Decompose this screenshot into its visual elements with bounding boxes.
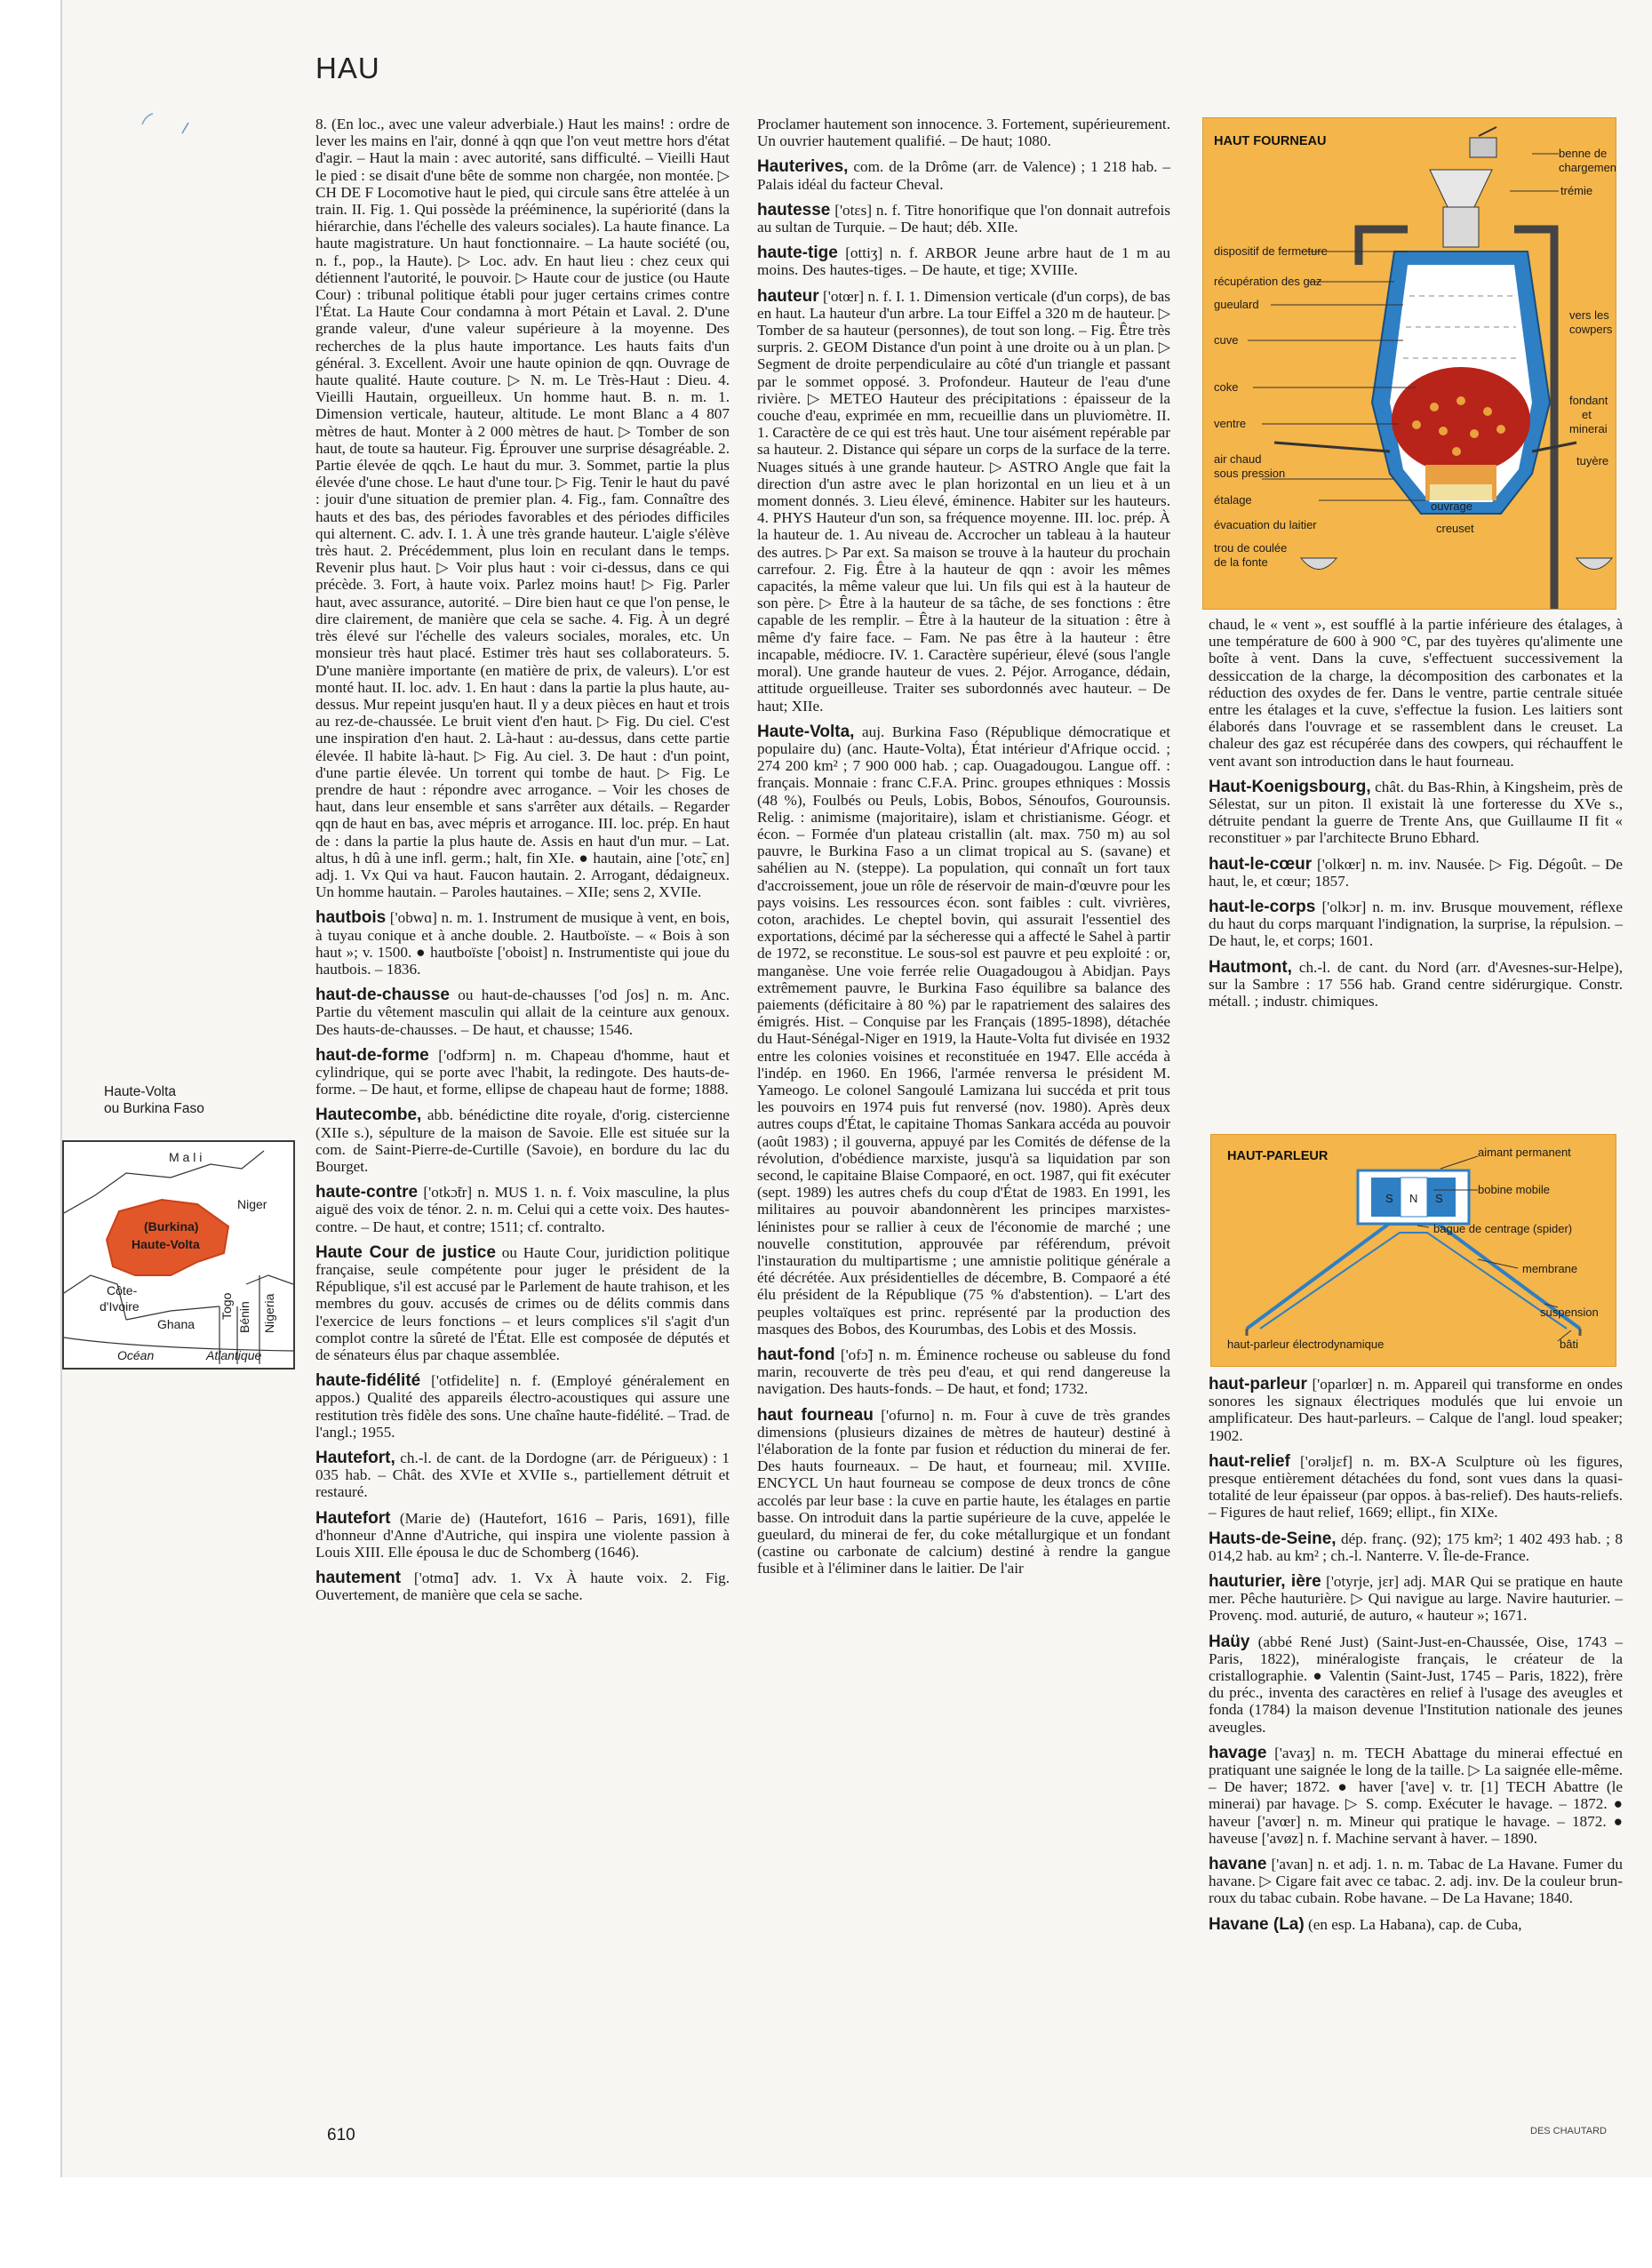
entry-text <box>1209 1916 1623 1933</box>
entry-body: ['avaʒ] n. m. TECH Abattage du minerai effectué en pratiquant une saignée le long de la taille. ▷ La saignée elle-même. – De haver; 1872. ● haver ['ave] v. tr. [1] TECH Abattre (le minerai) par havage. ▷ S. comp. Exécuter le havage. – 1872. ● haveur ['avœr] n. m. Mineur qui pratique le havage. – 1872. ● haveuse ['avøz] n. f. Machine servant à haver. – 1890. <box>1209 1744 1623 1847</box>
pencil-mark <box>133 107 204 160</box>
entry-text <box>315 116 730 900</box>
speaker-label-membrane: membrane <box>1522 1262 1578 1275</box>
entry-body: ['orəljɛf] n. m. BX-A Sculpture où les figures, presque entièrement détachées du fond, sont vues dans la quasi-totalité de leur épaisseur (par oppos. à bas-relief). Des hauts-reliefs. – Figures de haut relief, 1669; ellipt., fin XIXe. <box>1209 1452 1623 1521</box>
entry-body: ['oparlœr] n. m. Appareil qui transforme en ondes sonores les signaux électriques modulés que lui envoie un amplificateur. Des haut-parleurs. – Calque de l'angl. loud speaker; 1902. <box>1209 1376 1623 1444</box>
entry-body: ['ofɔ̃] n. m. Éminence rocheuse ou sableuse du fond marin, recouverte de très peu d'eau, et qui rend dangereuse la navigation. Des hauts-fonds. – De haut, et fond; 1732. <box>757 1346 1170 1398</box>
page-header: HAU <box>315 52 380 84</box>
entry-body: ['otfidelite] n. f. (Employé généralement en appos.) Qualité des appareils électro-acoustiques qui assure une restitution très fidèle des sons. Une chaîne haute-fidélité. – Trad. de l'angl.; 1955. <box>315 1372 730 1441</box>
entry-headword: hautbois <box>315 908 387 928</box>
furnace-label-trou1: trou de coulée <box>1214 541 1288 555</box>
dictionary-entry <box>1209 616 1623 770</box>
dictionary-entry <box>1209 1856 1623 1907</box>
entry-text <box>1209 1573 1623 1625</box>
dictionary-entry <box>1209 1453 1623 1521</box>
entry-headword: Hautefort, <box>315 1449 395 1468</box>
map-label-nigeria: Nigeria <box>262 1293 276 1333</box>
dictionary-entry <box>757 288 1170 715</box>
speaker-label-bobine: bobine mobile <box>1478 1183 1550 1196</box>
bucket-icon <box>1470 138 1496 157</box>
entry-text <box>315 1510 730 1561</box>
entry-text <box>1209 1745 1623 1847</box>
map-label-haute-volta: Haute-Volta <box>132 1237 200 1251</box>
entry-body: Proclamer hautement son innocence. 3. Fortement, supérieurement. Un ouvrier hautement qualifié. – De haut; 1080. <box>757 116 1170 150</box>
entry-body: ['otyrje, jɛr] adj. MAR Qui se pratique en haute mer. Pêche hauturière. ▷ Qui navigue au large. Navire hauturier. – Provenç. mod. auturié, de auturo, « hauteur »; 1671. <box>1209 1573 1623 1625</box>
map-label-mali: M a l i <box>169 1150 203 1164</box>
furnace-label-fondant1: fondant <box>1569 394 1608 407</box>
furnace-label-benne2: chargement <box>1559 161 1616 174</box>
entry-body: com. de la Drôme (arr. de Valence) ; 1 218 hab. – Palais idéal du facteur Cheval. <box>757 158 1170 193</box>
furnace-label-ouvrage: ouvrage <box>1431 499 1472 513</box>
entry-headword: haute-tige <box>757 244 838 263</box>
furnace-title: HAUT FOURNEAU <box>1214 134 1327 148</box>
entry-headword: Haut-Koenigsbourg, <box>1209 777 1371 796</box>
entry-headword: havage <box>1209 1743 1267 1762</box>
entry-text <box>757 723 1170 1338</box>
dictionary-entry <box>315 1510 730 1561</box>
entry-headword: haut-de-forme <box>315 1045 429 1065</box>
dictionary-entry <box>315 1047 730 1098</box>
column-2 <box>757 116 1170 1586</box>
speaker-label-bati: bâti <box>1560 1338 1578 1351</box>
entry-text <box>315 1184 730 1235</box>
dictionary-entry <box>1209 1530 1623 1564</box>
entry-headword: haute-contre <box>315 1183 419 1202</box>
entry-headword: Haute-Volta, <box>757 722 855 741</box>
entry-body: ['odfɔrm] n. m. Chapeau d'homme, haut et cylindrique, qui se porte avec l'habit, la redingote. Des hauts-de-forme. – De haut, et forme, ellipse de chapeau haut de forme; 1888. <box>315 1046 730 1098</box>
entry-body: ['avan] n. et adj. 1. n. m. Tabac de La Havane. Fumer du havane. ▷ Cigare fait avec ce tabac. 2. adj. inv. De la couleur brun-roux du tabac cubain. Robe havane. – De La Havane; 1840. <box>1209 1856 1623 1907</box>
haut-parleur-figure <box>1210 1134 1616 1367</box>
entry-headword: havane <box>1209 1855 1267 1874</box>
dictionary-entry <box>1209 779 1623 847</box>
entry-text <box>315 1244 730 1363</box>
entry-body: chât. du Bas-Rhin, à Kingsheim, près de Sélestat, sur un piton. Il existait là une forteresse du XVe s., détruite pendant la guerre de Trente Ans, que Guillaume II fit « reconstituer » par l'architecte Bruno Ebhard. <box>1209 778 1623 847</box>
furnace-label-laitier: évacuation du laitier <box>1214 518 1317 531</box>
map-caption <box>104 1083 204 1117</box>
column-3-bottom <box>1209 1376 1623 1942</box>
furnace-label-tremie: trémie <box>1560 184 1593 197</box>
entry-body: (Marie de) (Hautefort, 1616 – Paris, 1691), fille d'honneur d'Anne d'Autriche, qui inspira une violente passion à Louis XIII. Elle épousa le duc de Schomberg (1646). <box>315 1509 730 1561</box>
entry-text <box>315 909 730 978</box>
haut-fourneau-figure <box>1202 117 1616 610</box>
speaker-caption: haut-parleur électrodynamique <box>1227 1338 1385 1351</box>
entry-text <box>1209 898 1623 950</box>
map-caption-line1: Haute-Volta <box>104 1084 176 1099</box>
entry-text <box>315 1372 730 1441</box>
entry-headword: Haüy <box>1209 1632 1250 1651</box>
entry-body: ['otɛs] n. f. Titre honorifique que l'on donnait autrefois au sultan de Turquie. – De haut; déb. XIIe. <box>757 201 1170 236</box>
dictionary-entry <box>315 1106 730 1175</box>
pole-s-left: S <box>1385 1192 1393 1205</box>
dictionary-entry <box>315 909 730 978</box>
entry-headword: Havane (La) <box>1209 1914 1305 1934</box>
entry-headword: Hauterives, <box>757 157 849 177</box>
furnace-label-fermeture: dispositif de fermeture <box>1214 244 1328 258</box>
entry-headword: haut fourneau <box>757 1405 874 1425</box>
burkina-map <box>62 1140 295 1370</box>
dictionary-entry <box>757 116 1170 149</box>
entry-text <box>315 1047 730 1098</box>
furnace-label-recuperation: récupération des gaz <box>1214 275 1322 288</box>
furnace-label-fondant3: minerai <box>1569 422 1608 435</box>
furnace-label-benne1: benne de <box>1559 147 1608 160</box>
entry-text <box>1209 779 1623 847</box>
dictionary-entry <box>315 1372 730 1441</box>
entry-headword: Haute Cour de justice <box>315 1242 496 1262</box>
map-label-cote2: d'Ivoire <box>100 1299 140 1314</box>
entry-text <box>1209 1856 1623 1907</box>
furnace-label-air2: sous pression <box>1214 467 1286 480</box>
entry-text <box>757 116 1170 149</box>
entry-body: ch.-l. de cant. du Nord (arr. d'Avesnes-sur-Helpe), sur la Sambre : 17 556 hab. Grand centre sidérurgique. Constr. métall. ; industr. chimiques. <box>1209 958 1623 1010</box>
dictionary-entry <box>315 1449 730 1501</box>
entry-text <box>1209 1453 1623 1521</box>
entry-headword: Hautefort <box>315 1508 391 1528</box>
entry-body: ['otmɑ̃] adv. 1. Vx À haute voix. 2. Fig. Ouvertement, de manière que cela se sache. <box>315 1569 730 1604</box>
entry-body: ch.-l. de cant. de la Dordogne (arr. de Périgueux) : 1 035 hab. – Chât. des XVIe et XVIIe s., partiellement détruit et restauré. <box>315 1449 730 1501</box>
entry-text <box>315 986 730 1038</box>
entry-text <box>1209 1376 1623 1444</box>
column-1 <box>315 116 730 1613</box>
furnace-label-tuyere: tuyère <box>1576 454 1609 467</box>
entry-body: ou Haute Cour, juridiction politique française, seule compétente pour juger le président de la République, s'il est accusé par le Parlement de haute trahison, et les membres du gouv. accusés de crimes ou de délits commis dans l'exercice de leurs fonctions – et leurs complices s'il s'agit d'un complot contre la sûreté de l'État. Elle est composée de députés et de sénateurs élus par chaque assemblée. <box>315 1243 730 1364</box>
entry-body: 8. (En loc., avec une valeur adverbiale.) Haut les mains! : ordre de lever les mains en l'air, donné à qqn que l'on veut mettre hors d'état d'agir. – Haut la main : avec autorité, sans difficulté. – Vieilli Haut le pied : se disait d'une bête de somme non chargée, non montée. ▷ CH DE F Locomotive haut le pied, qui circule sans être attelée à un train. II. Fig. 1. Qui possède la prééminence, la supériorité (dans la hiérarchie, dans l'échelle des valeurs sociales). La haute finance. La haute magistrature. Un haut fonctionnaire. – La haute société (ou, n. f., pop., la Haute). ▷ Loc. adv. En haut lieu : chez ceux qui détiennent l'autorité, le pouvoir. ▷ Haute cour de justice (ou Haute Cour) : tribunal politique établi pour juger certains crimes contre l'État. La Haute Cour condamna à mort Pétain et Laval. 2. D'une grande valeur, d'une valeur supérieure à la moyenne. Des recherches de la plus haute importance. Les hauts faits d'un général. 3. Excellent. Avoir une haute opinion de qqn. Ouvrage de haute qualité. Haute couture. ▷ N. m. Le Très-Haut : Dieu. 4. Vieilli Hautain, orgueilleux. Un homme haut. B. n. m. 1. Dimension verticale, hauteur, altitude. Le mont Blanc a 4 807 mètres de haut. Monter à 2 000 mètres de haut. ▷ Tomber de son haut, de toute sa hauteur. Fig. Éprouver une surprise désagréable. 2. Partie élevée de qqch. Le haut du mur. 3. Sommet, partie la plus élevée d'une chose. Le haut d'une tour. ▷ Fig. Tenir le haut du pavé : jouir d'une situation de premier plan. 4. Fig., fam. Connaître des hauts et des bas, des périodes favorables et des périodes difficiles qui alternent. C. adv. I. 1. À une très grande hauteur. L'aigle s'élève très haut. 2. Précédemment, plus loin en reculant dans le temps. Revenir plus haut. ▷ Voir plus haut : voir ci-dessus, dans ce qui précède. 3. Fort, à haute voix. Parlez moins haut! ▷ Fig. Parler haut, avec assurance, autorité. – Dire bien haut ce que l'on pense, le dire clairement, de manière que cela se sache. 4. Fig. À un degré très élevé sur l'échelle des valeurs sociales, morales, etc. Un monsieur très haut placé. Estimer très haut ses collaborateurs. 5. D'une manière importante (en matière de prix, de valeurs). L'or est monté haut. II. loc. adv. 1. En haut : dans la partie la plus haute, au-dessus. Mur repeint jusqu'en haut. Il y a deux pièces en haut et trois au rez-de-chaussée. Le bruit vient d'en haut. ▷ Fig. Du ciel. C'est une inspiration d'en haut. 2. Là-haut : au-dessus, dans cette partie élevée. Il habite là-haut. ▷ Fig. Au ciel. 3. De haut : d'un point, d'une partie élevée. Un torrent qui tombe de haut. ▷ Fig. Le prendre de haut : répondre avec arrogance. – Voir les choses de haut, dans leur ensemble et sans s'arrêter aux détails. – Regarder qqn de haut en bas, avec mépris et arrogance. III. loc. prép. En haut de : dans la partie la plus haute de. Assis en haut d'un mur. – Lat. altus, h dû à une infl. germ.; halt, fin XIe. ● hautain, aine ['otɛ̃, ɛn] adj. 1. Vx Qui va haut. Faucon hautain. 2. Arrogant, dédaigneux. Un homme hautain. – Paroles hautaines. – XIIe; sens 2, XVIIe. <box>315 116 730 901</box>
dictionary-entry <box>315 986 730 1038</box>
dictionary-entry <box>757 158 1170 192</box>
map-label-togo: Togo <box>219 1292 234 1320</box>
entry-text <box>315 1569 730 1603</box>
entry-body: (en esp. La Habana), cap. de Cuba, <box>1304 1915 1522 1933</box>
dictionary-entry <box>1209 1745 1623 1847</box>
entry-text <box>1209 1530 1623 1564</box>
dictionary-entry <box>757 1346 1170 1398</box>
entry-headword: Hautmont, <box>1209 957 1292 977</box>
dictionary-entry <box>757 1407 1170 1577</box>
furnace-label-coke: coke <box>1214 380 1239 394</box>
entry-body: ['otkɔ̃tr] n. MUS 1. n. f. Voix masculine, la plus aiguë des voix de ténor. 2. n. m. Celui qui a cette voix. Des hautes-contre. – De haut, et contre; 1511; cf. contralto. <box>315 1184 730 1235</box>
map-label-cote1: Côte- <box>107 1283 138 1298</box>
map-caption-line2: ou Burkina Faso <box>104 1101 204 1116</box>
entry-body: ['olkœr] n. m. inv. Nausée. ▷ Fig. Dégoût. – De haut, le, et cœur; 1857. <box>1209 855 1623 890</box>
dictionary-entry <box>315 1184 730 1235</box>
map-label-burkina: (Burkina) <box>144 1219 199 1234</box>
dictionary-entry <box>315 1244 730 1363</box>
furnace-label-gueulard: gueulard <box>1214 298 1259 311</box>
entry-body: chaud, le « vent », est soufflé à la partie inférieure des étalages, à une température de 600 à 900 °C, par des tuyères qu'alimente une boîte à vent. Dans la cuve, s'effectuent successivement la dessiccation de la charge, la décomposition des carbonates et la réduction des oxydes de fer. Dans le ventre, partie centrale située entre les étalages et la cuve, s'effectue la fusion. Les laitiers sont élaborés dans l'ouvrage et se rassemblent dans le creuset. La chaleur des gaz est récupérée dans des cowpers, qui réchauffent le vent avant son introduction dans le haut fourneau. <box>1209 616 1623 770</box>
entry-body: ['ofurno] n. m. Four à cuve de très grandes dimensions (plusieurs dizaines de mètres de hauteur) destiné à l'élaboration de la fonte par fusion et réduction du minerai de fer. Des hauts fourneaux. – De haut, et fourneau; mil. XVIIIe. ENCYCL Un haut fourneau se compose de deux troncs de cône accolés par leur base : la cuve en partie haute, les étalages en partie basse. On introduit dans la partie supérieure de la cuve, appelée le gueulard, du minerai de fer, du coke métallurgique et un fondant (castine ou carbonate de calcium) destiné à rendre la gangue fusible et à l'éliminer dans le laitier. De l'air <box>757 1406 1170 1577</box>
column-3-top <box>1209 616 1623 1018</box>
dictionary-entry <box>1209 1633 1623 1736</box>
entry-text <box>757 244 1170 278</box>
entry-text <box>757 158 1170 192</box>
entry-text <box>757 1407 1170 1577</box>
entry-headword: Hauts-de-Seine, <box>1209 1529 1337 1548</box>
entry-headword: Hautecombe, <box>315 1106 422 1125</box>
speaker-title: HAUT-PARLEUR <box>1227 1149 1329 1163</box>
entry-body: ['otœr] n. f. I. 1. Dimension verticale (d'un corps), de bas en haut. La hauteur d'un arbre. La tour Eiffel a 320 m de hauteur. ▷ Tomber de sa hauteur (personnes), de tout son long. – Fig. Être très surpris. 2. GEOM Distance d'un point à une droite ou à un plan. ▷ Segment de droite perpendiculaire au côté d'un triangle et passant par le sommet opposé. 3. Profondeur. Hauteur de l'eau d'une rivière. ▷ METEO Hauteur des précipitations : épaisseur de la couche d'eau, exprimée en mm, recueillie dans un pluviomètre. II. 1. Caractère de ce qui est très haut. Une tour aisément repérable par sa hauteur. 2. Distance qui sépare un corps de la surface de la terre. Nuages situés à une grande hauteur. ▷ ASTRO Angle que fait la direction d'un astre avec le plan horizontal en un lieu et à un moment donnés. 3. Lieu élevé, éminence. Habiter sur les hauteurs. 4. PHYS Hauteur d'un son, sa fréquence moyenne. III. loc. prép. À la hauteur de. 1. Au niveau de. Accrocher un tableau à la hauteur des autres. ▷ Par ext. Sa maison se trouve à la hauteur du prochain carrefour. 2. Fig. Être à la hauteur de qqn : avoir les mêmes capacités, la même valeur que lui. Un fils qui est à la hauteur de son père. ▷ Être à la hauteur de sa tâche, de ses fonctions : être capable de les remplir. – Être à la hauteur de la situation : être à même d'y faire face. – Fam. Ne pas être à la hauteur : être incapable, médiocre. IV. 1. Caractère supérieur, élevé (sous l'angle moral). Une grande hauteur de vues. 2. Péjor. Arrogance, dédain, attitude orgueilleuse. Traiter ses subordonnés avec hauteur. – De haut; XIIe. <box>757 287 1170 715</box>
dictionary-entry <box>1209 1573 1623 1625</box>
pole-n: N <box>1409 1192 1418 1205</box>
furnace-label-ventre: ventre <box>1214 417 1247 430</box>
dictionary-entry <box>1209 1376 1623 1444</box>
dictionary-entry <box>1209 898 1623 950</box>
map-label-ocean: Océan <box>117 1348 155 1362</box>
entry-text <box>1209 616 1623 770</box>
dictionary-entry <box>757 723 1170 1338</box>
furnace-label-etalage: étalage <box>1214 493 1252 507</box>
furnace-label-cuve: cuve <box>1214 333 1239 347</box>
entry-text <box>315 1449 730 1501</box>
map-label-ghana: Ghana <box>157 1317 196 1331</box>
entry-body: ['olkɔr] n. m. inv. Brusque mouvement, réflexe du haut du corps marquant l'indignation, la surprise, la répulsion. – De haut, le, et corps; 1601. <box>1209 898 1623 950</box>
entry-headword: haut-de-chausse <box>315 986 450 1005</box>
entry-headword: hauturier, ière <box>1209 1572 1321 1592</box>
speaker-label-bague: bague de centrage (spider) <box>1433 1222 1573 1235</box>
furnace-label-air1: air chaud <box>1214 452 1262 466</box>
entry-body: dép. franç. (92); 175 km²; 1 402 493 hab. ; 8 014,2 hab. au km² ; ch.-l. Nanterre. V. Île-de-France. <box>1209 1529 1623 1564</box>
map-label-niger: Niger <box>237 1197 267 1211</box>
entry-headword: haute-fidélité <box>315 1371 421 1391</box>
entry-body: ['obwɑ] n. m. 1. Instrument de musique à vent, en bois, à tuyau conique et à anche double. 2. Hautboïste. – « Bois à son haut »; v. 1500. ● hautboïste ['oboist] n. Instrumentiste qui joue du hautbois. – 1836. <box>315 909 730 978</box>
dictionary-entry <box>757 244 1170 278</box>
dictionary-entry <box>1209 1916 1623 1933</box>
entry-body: abb. bénédictine dite royale, d'orig. cistercienne (XIIe s.), sépulture de la maison de Savoie. Elle est située sur la com. de Saint-Pierre-de-Curtille (Savoie), en bordure du lac du Bourget. <box>315 1106 730 1175</box>
furnace-label-creuset: creuset <box>1436 522 1474 535</box>
entry-text <box>1209 1633 1623 1736</box>
entry-text <box>1209 856 1623 890</box>
entry-body: (abbé René Just) (Saint-Just-en-Chaussée, Oise, 1743 – Paris, 1822), minéralogiste français, le créateur de la cristallographie. ● Valentin (Saint-Just, 1745 – Paris, 1822), frère du préc., inventa des caractères en relief à l'usage des aveugles et fonda (1784) la maison devenue l'Institution nationale des jeunes aveugles. <box>1209 1633 1623 1736</box>
furnace-label-vers1: vers les <box>1569 308 1609 322</box>
dictionary-entry <box>1209 856 1623 890</box>
entry-text <box>757 288 1170 715</box>
furnace-label-vers2: cowpers <box>1569 323 1613 336</box>
speaker-label-suspension: suspension <box>1540 1306 1599 1319</box>
entry-body: ou haut-de-chausses ['od ʃos] n. m. Anc. Partie du vêtement masculin qui allait de la ceinture aux genoux. Des hauts-de-chausses. – De haut, et chausse; 1546. <box>315 986 730 1038</box>
dictionary-entry <box>315 116 730 900</box>
entry-text <box>757 1346 1170 1398</box>
entry-body: [ottiʒ] n. f. ARBOR Jeune arbre haut de 1 m au moins. Des hautes-tiges. – De haute, et tige; XVIIIe. <box>757 244 1170 279</box>
map-label-atlantique: Atlantique <box>206 1348 262 1362</box>
entry-headword: haut-fond <box>757 1346 835 1365</box>
entry-headword: haut-parleur <box>1209 1375 1307 1394</box>
furnace-label-fondant2: et <box>1582 408 1592 421</box>
speaker-label-aimant: aimant permanent <box>1478 1146 1571 1159</box>
dictionary-entry <box>315 1569 730 1603</box>
entry-headword: hautement <box>315 1569 402 1588</box>
entry-headword: hauteur <box>757 286 819 306</box>
entry-headword: haut-relief <box>1209 1451 1290 1471</box>
dictionary-entry <box>1209 959 1623 1010</box>
entry-body: auj. Burkina Faso (République démocratique et populaire du) (anc. Haute-Volta), État intérieur d'Afrique occid. ; 274 200 km² ; 7 900 000 hab. ; cap. Ouagadougou. Langue off. : français. Monnaie : franc C.F.A. Princ. groupes ethniques : Mossis (48 %), Foulbés ou Peuls, Lobis, Bobos, Sénoufos, Gourounsis. Relig. : animisme (majoritaire), islam et christianisme. Géogr. et écon. – Formée d'un plateau cristallin (alt. max. 750 m) au sol pauvre, le Burkina Faso a un climat tropical au S. (savane) et sahélien au N. (steppe). La population, qui connaît un fort taux d'accroissement, joue un rôle de réservoir de main-d'œuvre pour les pays voisins. Les ressources écon. sont faibles : cult. vivrières, coton, arachides. Le cheptel bovin, qui assurait l'essentiel des exportations, décimé par la sécheresse qui a affecté le Sahel à partir de 1972, se reconstitue. Le sous-sol est pauvre et peu exploité : or, manganèse. Une voie ferrée relie Ouagadougou à Abidjan. Pays extrêmement pauvre, le Burkina Faso équilibre sa balance des paiements (déficitaire à 80 %) par le rapatriement des salaires des émigrés. Hist. – Conquise par les Français (1895-1898), détachée du Haut-Sénégal-Niger en 1919, la Haute-Volta fut divisée en 1932 entre les colonies voisines et reconstituée en 1947. Elle accéda à l'indép. en 1960. En 1966, l'armée renversa le président M. Yameogo. Le colonel Sangoulé Lamizana lui succéda et prit tous les pouvoirs en 1974 puis fut renversé (nov. 1980). Après deux autres coups d'État, le capitaine Thomas Sankara accéda au pouvoir (août 1983) ; il gouverna, appuyé par les Comités de défense de la révolution, d'obédience marxiste, jusqu'à sa liquidation par son second, le capitaine Blaise Compaoré, en oct. 1987, qui fit exécuter (sept. 1989) les autres chefs du coup d'État de 1983. En 1991, les militaires au pouvoir abandonnèrent les principes marxistes-léninistes pour se rallier à ceux de l'économie de marché ; une nouvelle constitution, approuvée par référendum, prévoit l'instauration du multipartisme ; une amnistie politique générale a été décrétée. Aux présidentielles de décembre, B. Compaoré a été élu président de la République (75 % d'abstention). – L'art des peuples voltaïques est princ. représenté par la production des masques des Bobos, des Kourumbas, des Lobis et des Mossis. <box>757 723 1170 1338</box>
entry-headword: haut-le-corps <box>1209 898 1316 917</box>
photo-credit: DES CHAUTARD <box>1530 2126 1607 2136</box>
page-number: 610 <box>327 2126 355 2144</box>
entry-headword: haut-le-cœur <box>1209 854 1313 874</box>
map-label-benin: Bénin <box>237 1301 251 1333</box>
entry-text <box>757 202 1170 236</box>
entry-headword: hautesse <box>757 200 831 220</box>
dictionary-entry <box>757 202 1170 236</box>
entry-text <box>315 1106 730 1175</box>
pole-s-right: S <box>1435 1192 1443 1205</box>
entry-text <box>1209 959 1623 1010</box>
furnace-label-trou2: de la fonte <box>1214 555 1268 569</box>
